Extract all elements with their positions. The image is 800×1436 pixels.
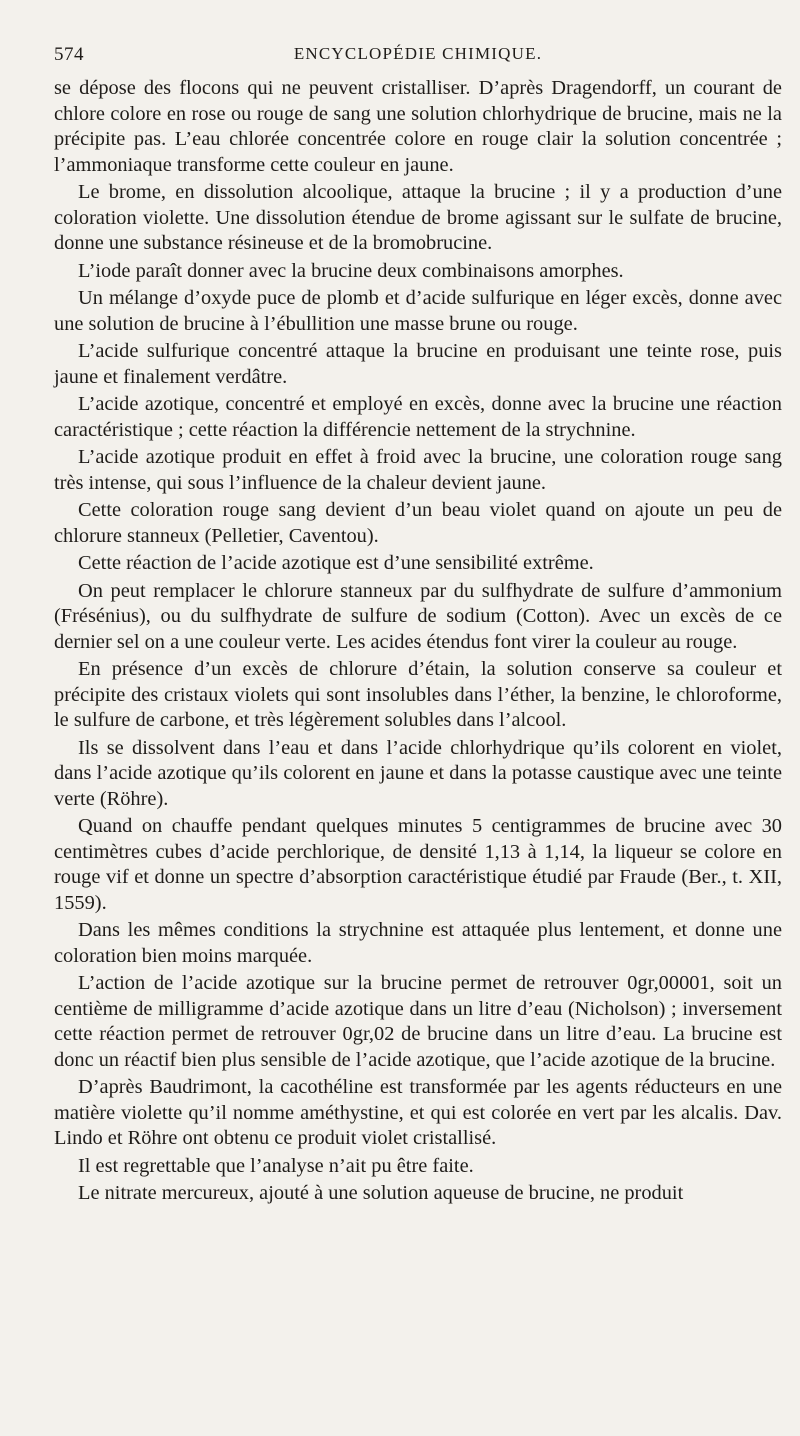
- page-number: 574: [54, 44, 84, 65]
- paragraph: L’acide azotique produit en effet à froid avec la brucine, une coloration rouge sang très intense, qui sous l’influence de la chaleur devient jaune.: [54, 446, 782, 494]
- paragraph: Le brome, en dissolution alcoolique, attaque la brucine ; il y a production d’une coloration violette. Une dissolution étendue de brome agissant sur le sulfate de brucine, donne une substance résineuse et de la bromobrucine.: [54, 181, 782, 254]
- paragraph: Le nitrate mercureux, ajouté à une solution aqueuse de brucine, ne produit: [78, 1182, 684, 1204]
- paragraph: L’action de l’acide azotique sur la brucine permet de retrouver 0gr,00001, soit un centième de milligramme d’acide azotique dans un litre d’eau (Nicholson) ; inversement cette réaction permet de retrouver 0gr,02 de brucine dans un litre d’eau. La brucine est donc un réactif bien plus sensible de l’acide azotique, que l’acide azotique de la brucine.: [54, 972, 782, 1071]
- paragraph: L’acide sulfurique concentré attaque la brucine en produisant une teinte rose, puis jaune et finalement verdâtre.: [54, 340, 782, 388]
- paragraph: Cette coloration rouge sang devient d’un beau violet quand on ajoute un peu de chlorure stanneux (Pelletier, Caventou).: [54, 499, 782, 547]
- paragraph: Il est regrettable que l’analyse n’ait pu être faite.: [78, 1154, 474, 1177]
- paragraph: En présence d’un excès de chlorure d’étain, la solution conserve sa couleur et précipite des cristaux violets qui sont insolubles dans l’éther, la benzine, le chloroforme, le sulfure de carbone, et très légèrement solubles dans l’alcool.: [54, 658, 782, 731]
- running-title: ENCYCLOPÉDIE CHIMIQUE.: [293, 44, 543, 63]
- paragraph: Un mélange d’oxyde puce de plomb et d’acide sulfurique en léger excès, donne avec une solution de brucine à l’ébullition une masse brune ou rouge.: [54, 287, 782, 335]
- paragraph: L’acide azotique, concentré et employé en excès, donne avec la brucine une réaction caractéristique ; cette réaction la différencie nettement de la strychnine.: [54, 393, 782, 441]
- paragraph: se dépose des flocons qui ne peuvent cristalliser. D’après Dragendorff, un courant de chlore colore en rose ou rouge de sang une solution chlorhydrique de brucine, mais ne la précipite pas. L’eau chlorée concentrée colore en rouge clair la solution concentrée ; l’ammoniaque transforme cette couleur en jaune.: [54, 77, 782, 176]
- page-header: [54, 40, 782, 70]
- paragraph: Ils se dissolvent dans l’eau et dans l’acide chlorhydrique qu’ils colorent en violet, dans l’acide azotique qu’ils colorent en jaune et dans la potasse caustique avec une teinte verte (Röhre).: [54, 736, 782, 810]
- paragraph: Dans les mêmes conditions la strychnine est attaquée plus lentement, et donne une coloration bien moins marquée.: [54, 919, 782, 967]
- paragraph: Quand on chauffe pendant quelques minutes 5 centigrammes de brucine avec 30 centimètres cubes d’acide perchlorique, de densité 1,13 à 1,14, la liqueur se colore en rouge vif et donne un spectre d’absorption caractéristique étudié par Fraude (Ber., t. XII, 1559).: [54, 815, 782, 914]
- paragraph: D’après Baudrimont, la cacothéline est transformée par les agents réducteurs en une matière violette qu’il nomme améthystine, et qui est colorée en vert par les alcalis. Dav. Lindo et Röhre ont obtenu ce produit violet cristallisé.: [54, 1076, 782, 1149]
- paragraph: Cette réaction de l’acide azotique est d’une sensibilité extrême.: [78, 552, 594, 574]
- paragraph: L’iode paraît donner avec la brucine deux combinaisons amorphes.: [78, 259, 624, 282]
- body-text: [54, 76, 782, 1207]
- paragraph: On peut remplacer le chlorure stanneux par du sulfhydrate de sulfure d’ammonium (Frésénius), ou du sulfhydrate de sulfure de sodium (Cotton). Avec un excès de ce dernier sel on a une couleur verte. Les acides étendus font virer la couleur au rouge.: [54, 579, 782, 653]
